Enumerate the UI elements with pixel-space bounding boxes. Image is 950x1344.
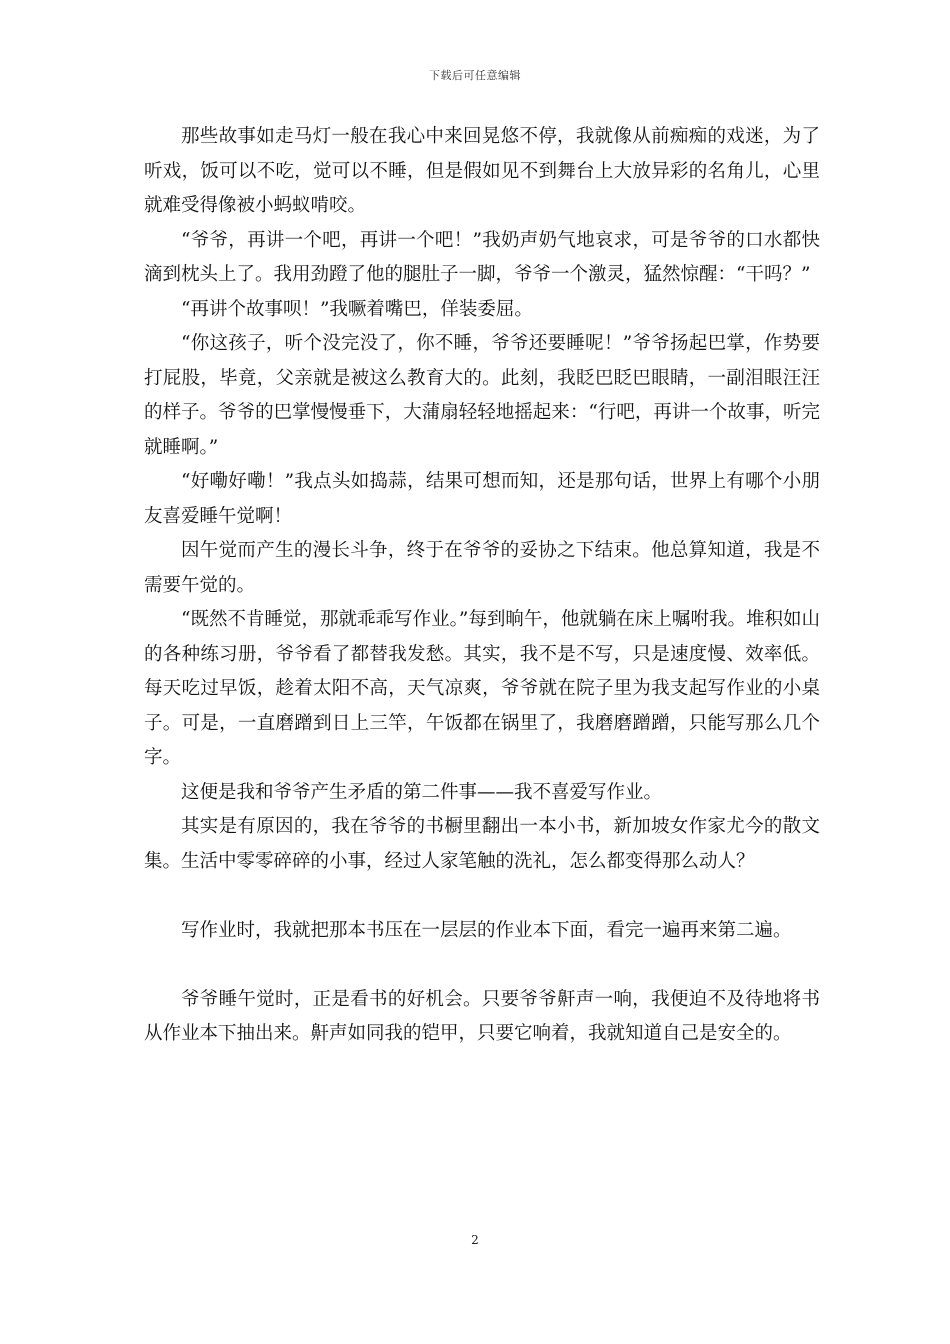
page-number: 2 bbox=[471, 1233, 479, 1247]
paragraph-9: 其实是有原因的，我在爷爷的书橱里翻出一本小书，新加坡女作家尤今的散文集。生活中零零碎碎的小事，经过人家笔触的洗礼，怎么都变得那么动人？ bbox=[144, 816, 820, 872]
paragraph-7: “既然不肯睡觉，那就乖乖写作业。”每到晌午，他就躺在床上嘱咐我。堆积如山的各种练习册，爷爷看了都替我发愁。其实，我不是不写，只是速度慢、效率低。每天吃过早饭，趁着太阳不高，天气凉爽，爷爷就在院子里为我支起写作业的小桌子。可是，一直磨蹭到日上三竿，午饭都在锅里了，我磨磨蹭蹭，只能写那么几个字。 bbox=[144, 609, 820, 768]
paragraph-4: “你这孩子，听个没完没了，你不睡，爷爷还要睡呢！”爷爷扬起巴掌，作势要打屁股，毕竟，父亲就是被这么教育大的。此刻，我眨巴眨巴眼睛，一副泪眼汪汪的样子。爷爷的巴掌慢慢垂下，大蒲扇轻轻地摇起来：“行吧，再讲一个故事，听完就睡啊。” bbox=[144, 333, 820, 458]
paragraph-8: 这便是我和爷爷产生矛盾的第二件事——我不喜爱写作业。 bbox=[181, 781, 663, 803]
paragraph-1: 那些故事如走马灯一般在我心中来回晃悠不停，我就像从前痴痴的戏迷，为了听戏，饭可以不吃，觉可以不睡，但是假如见不到舞台上大放异彩的名角儿，心里就难受得像被小蚂蚁啃咬。 bbox=[144, 126, 820, 216]
document-body bbox=[144, 120, 820, 1052]
page-header: 下载后可任意编辑 bbox=[429, 69, 521, 82]
paragraph-10: 写作业时，我就把那本书压在一层层的作业本下面，看完一遍再来第二遍。 bbox=[181, 919, 792, 941]
paragraph-3: “再讲个故事呗！”我噘着嘴巴，佯装委屈。 bbox=[181, 298, 533, 320]
paragraph-6: 因午觉而产生的漫长斗争，终于在爷爷的妥协之下结束。他总算知道，我是不需要午觉的。 bbox=[144, 540, 820, 596]
paragraph-2: “爷爷，再讲一个吧，再讲一个吧！”我奶声奶气地哀求，可是爷爷的口水都快滴到枕头上了。我用劲蹬了他的腿肚子一脚，爷爷一个激灵，猛然惊醒：“干吗？” bbox=[144, 229, 820, 285]
paragraph-5: “好嘞好嘞！”我点头如捣蒜，结果可想而知，还是那句话，世界上有哪个小朋友喜爱睡午觉啊！ bbox=[144, 471, 820, 527]
paragraph-11: 爷爷睡午觉时，正是看书的好机会。只要爷爷鼾声一响，我便迫不及待地将书从作业本下抽出来。鼾声如同我的铠甲，只要它响着，我就知道自己是安全的。 bbox=[144, 988, 820, 1044]
